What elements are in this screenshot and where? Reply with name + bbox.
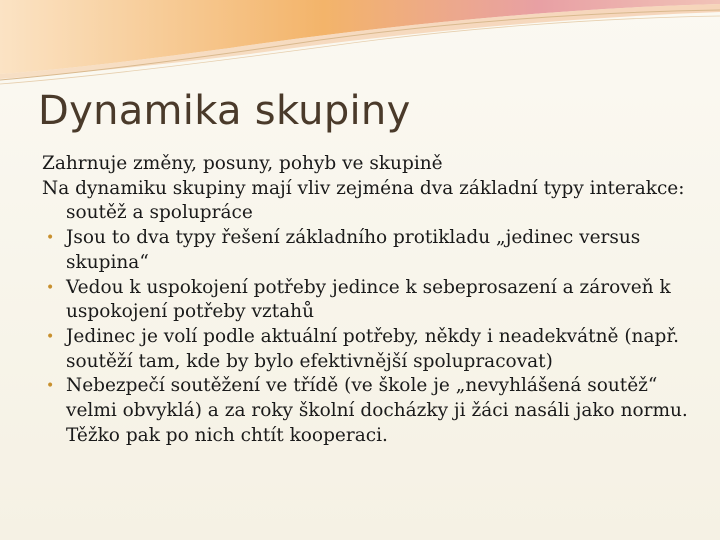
slide-body — [42, 152, 702, 448]
bullet-item — [42, 374, 702, 448]
bullet-text: Jsou to dva typy řešení základního protikladu „jedinec versus skupina“ — [66, 227, 641, 273]
bullet-item — [42, 276, 702, 325]
body-paragraph: Na dynamiku skupiny mají vliv zejména dva základní typy interakce: soutěž a spolupráce — [42, 177, 685, 224]
bullet-list — [42, 226, 702, 448]
body-paragraph: Zahrnuje změny, posuny, pohyb ve skupině — [42, 153, 443, 174]
slide-title: Dynamika skupiny — [38, 88, 411, 134]
bullet-text: Nebezpečí soutěžení ve třídě (ve škole je „nevyhlášená soutěž“ velmi obvyklá) a za roky školní docházky ji žáci nasáli jako normu. Těžko pak po nich chtít kooperaci. — [66, 375, 688, 446]
header-wave-decoration — [0, 0, 720, 90]
bullet-text: Vedou k uspokojení potřeby jedince k sebeprosazení a zároveň k uspokojení potřeby vztahů — [66, 276, 671, 323]
bullet-item — [42, 325, 702, 374]
bullet-dot-icon: • — [46, 230, 55, 247]
bullet-dot-icon: • — [46, 378, 55, 395]
bullet-dot-icon: • — [46, 279, 55, 296]
bullet-dot-icon: • — [46, 328, 55, 345]
bullet-item — [42, 226, 702, 275]
bullet-text: Jedinec je volí podle aktuální potřeby, někdy i neadekvátně (např. soutěží tam, kde by bylo efektivnější spolupracovat) — [66, 325, 680, 372]
